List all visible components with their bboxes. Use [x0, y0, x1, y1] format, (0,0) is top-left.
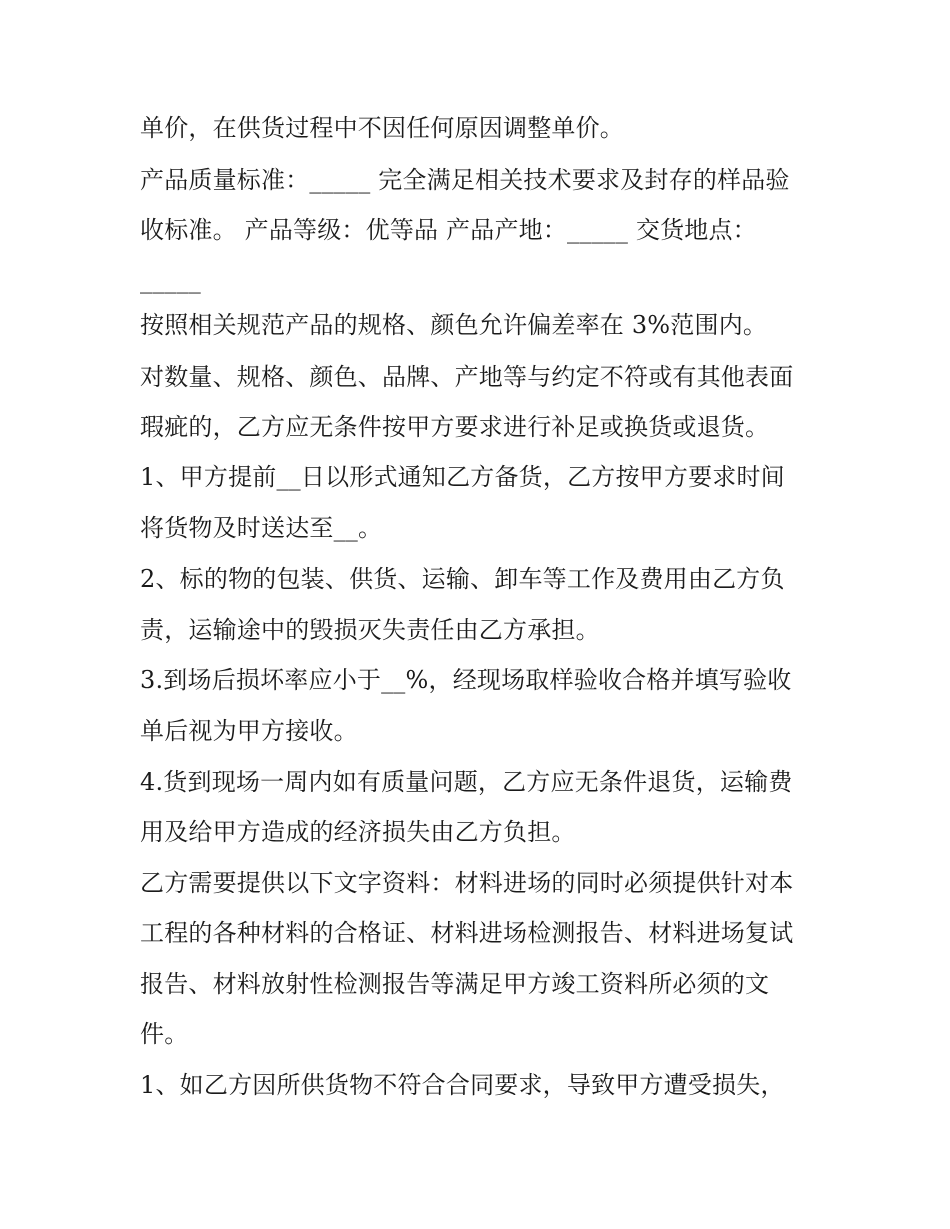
text-line: 收标准。 产品等级：优等品 产品产地：_____ 交货地点： — [140, 216, 757, 244]
text-line: 2、标的物的包装、供货、运输、卸车等工作及费用由乙方负 — [140, 565, 785, 593]
text-line: 1、甲方提前__日以形式通知乙方备货，乙方按甲方要求时间 — [140, 463, 785, 491]
text-line: 报告、材料放射性检测报告等满足甲方竣工资料所必须的文 — [140, 970, 770, 998]
text-line: 单后视为甲方接收。 — [140, 717, 358, 745]
text-line: 3.到场后损坏率应小于__%，经现场取样验收合格并填写验收 — [140, 666, 792, 694]
text-line: 件。 — [140, 1020, 189, 1048]
text-line: 4.货到现场一周内如有质量问题，乙方应无条件退货，运输费 — [140, 768, 793, 796]
text-line: 单价，在供货过程中不因任何原因调整单价。 — [140, 114, 624, 142]
text-line: 工程的各种材料的合格证、材料进场检测报告、材料进场复试 — [140, 919, 794, 947]
text-line: 按照相关规范产品的规格、颜色允许偏差率在 3%范围内。 — [140, 311, 768, 339]
text-line: 乙方需要提供以下文字资料：材料进场的同时必须提供针对本 — [140, 869, 794, 897]
text-line: 1、如乙方因所供货物不符合合同要求，导致甲方遭受损失， — [140, 1071, 785, 1099]
text-line: _____ — [140, 266, 201, 294]
text-line: 产品质量标准：_____ 完全满足相关技术要求及封存的样品验 — [140, 166, 790, 194]
text-line: 责，运输途中的毁损灭失责任由乙方承担。 — [140, 616, 600, 644]
text-line: 将货物及时送达至__。 — [140, 514, 383, 542]
text-line: 瑕疵的，乙方应无条件按甲方要求进行补足或换货或退货。 — [140, 413, 770, 441]
text-line: 对数量、规格、颜色、品牌、产地等与约定不符或有其他表面 — [140, 363, 794, 391]
text-line: 用及给甲方造成的经济损失由乙方负担。 — [140, 818, 576, 846]
